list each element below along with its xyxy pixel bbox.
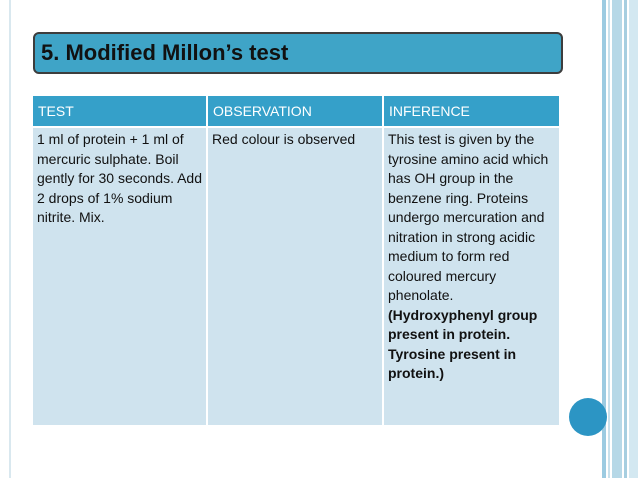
header-inference: INFERENCE	[383, 96, 559, 127]
stripe	[612, 0, 622, 478]
right-decorative-stripes	[602, 0, 638, 478]
cell-observation: Red colour is observed	[207, 127, 383, 425]
table-row	[33, 127, 559, 425]
slide-title: 5. Modified Millon’s test	[41, 40, 289, 65]
stripe	[608, 0, 610, 478]
decorative-circle	[569, 398, 607, 436]
stripe	[624, 0, 627, 478]
left-border-line	[9, 0, 11, 478]
header-test: TEST	[33, 96, 207, 127]
cell-test: 1 ml of protein + 1 ml of mercuric sulphate. Boil gently for 30 seconds. Add 2 drops of 1% sodium nitrite. Mix.	[33, 127, 207, 425]
stripe	[629, 0, 638, 478]
inference-bold-text: (Hydroxyphenyl group present in protein. Tyrosine present in protein.)	[388, 306, 538, 381]
title-bar	[33, 32, 563, 74]
test-table-wrapper	[33, 96, 559, 425]
cell-inference	[383, 127, 559, 425]
header-observation: OBSERVATION	[207, 96, 383, 127]
test-table	[33, 96, 559, 425]
table-header-row	[33, 96, 559, 127]
inference-text: This test is given by the tyrosine amino acid which has OH group in the benzene ring. Proteins undergo mercuration and nitration in strong acidic medium to form red coloured mercury phenolate.	[388, 131, 549, 303]
